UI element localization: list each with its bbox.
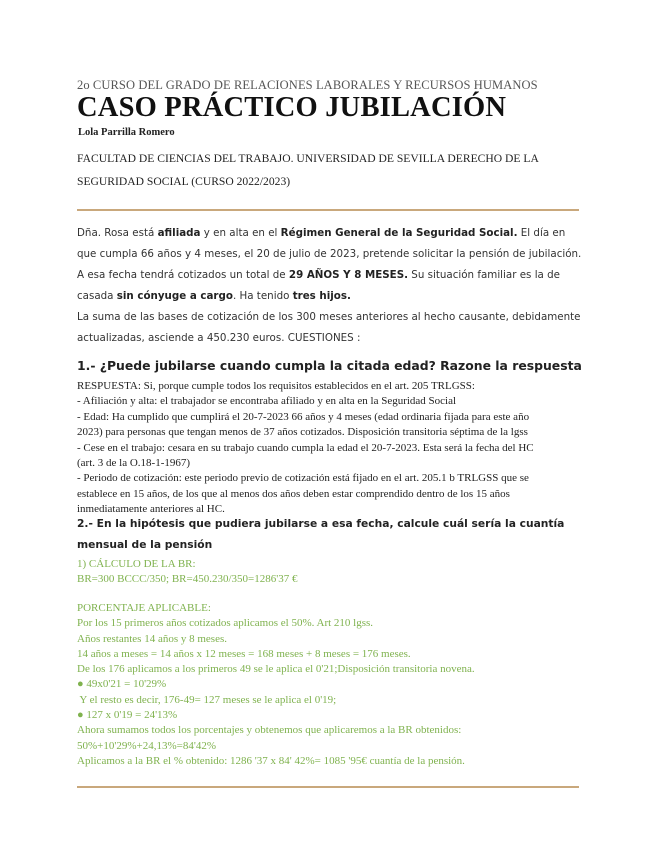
calc-line: 14 años a meses = 14 años x 12 meses = 168 meses + 8 meses = 176 meses. [77, 647, 411, 660]
answer-line: - Periodo de cotización: este periodo previo de cotización está fijado en el art. 205.1 b TRLGSS que se [77, 472, 529, 485]
author-name: Lola Parrilla Romero [78, 127, 175, 138]
question-1-heading: 1.- ¿Puede jubilarse cuando cumpla la citada edad? Razone la respuesta [77, 358, 582, 373]
course-subtitle: 2o CURSO DEL GRADO DE RELACIONES LABORALES Y RECURSOS HUMANOS [77, 78, 538, 92]
question-1-answer [77, 379, 587, 518]
answer-line: 2023) para personas que tengan menos de 37 años cotizados. Disposición transitoria séptima de la lgss [77, 426, 528, 439]
divider-bottom [77, 786, 579, 788]
calc-line: ● 127 x 0'19 = 24'13% [77, 709, 178, 722]
answer-line: - Cese en el trabajo: cesara en su trabajo cuando cumpla la edad el 20-7-2023. Esta será la fecha del HC [77, 441, 534, 454]
calc-line: Años restantes 14 años y 8 meses. [77, 632, 228, 645]
calc-line: PORCENTAJE APLICABLE: [77, 602, 211, 614]
faculty-line-2: SEGURIDAD SOCIAL (CURSO 2022/2023) [77, 175, 291, 188]
faculty-line-1: FACULTAD DE CIENCIAS DEL TRABAJO. UNIVERSIDAD DE SEVILLA DERECHO DE LA [77, 152, 539, 165]
calc-line: ● 49x0'21 = 10'29% [77, 678, 167, 691]
calc-line: Y el resto es decir, 176-49= 127 meses se le aplica el 0'19; [77, 693, 337, 706]
document-title: CASO PRÁCTICO JUBILACIÓN [77, 92, 507, 123]
answer-line: inmediatamente anteriores al HC. [77, 503, 225, 516]
calc-line: 1) CÁLCULO DE LA BR: [77, 558, 196, 570]
divider-top [77, 209, 579, 211]
calc-line: De los 176 aplicamos a los primeros 49 se le aplica el 0'21;Disposición transitoria novena. [77, 663, 475, 676]
br-calculation [77, 557, 297, 588]
answer-line: - Edad: Ha cumplido que cumplirá el 20-7-2023 66 años y 4 meses (edad ordinaria fijada para este año [77, 410, 530, 423]
calc-line: Por los 15 primeros años cotizados aplicamos el 50%. Art 210 lgss. [77, 617, 374, 630]
case-paragraph-2: La suma de las bases de cotización de los 300 meses anteriores al hecho causante, debidamente actualizadas, asciende a 450.230 euros. CUESTIONES : [77, 311, 581, 344]
percentage-calculation [77, 601, 475, 769]
calc-line: BR=300 BCCC/350; BR=450.230/350=1286'37 € [77, 573, 298, 586]
answer-line: establece en 15 años, de los que al menos dos años deben estar comprendido dentro de los 15 años [77, 487, 510, 500]
calc-line: 50%+10'29%+24,13%=84'42% [77, 739, 216, 752]
question-2-heading: 2.- En la hipótesis que pudiera jubilarse a esa fecha, calcule cuál sería la cuantía mensual de la pensión [77, 517, 565, 551]
answer-line: - Afiliación y alta: el trabajador se encontraba afiliado y en alta en la Seguridad Social [77, 395, 457, 408]
answer-line: (art. 3 de la O.18-1-1967) [77, 457, 191, 470]
calc-line: Ahora sumamos todos los porcentajes y obtenemos que aplicaremos a la BR obtenidos: [77, 724, 462, 737]
calc-line: Aplicamos a la BR el % obtenido: 1286 '37 x 84' 42%= 1085 '95€ cuantía de la pensión. [77, 754, 465, 767]
answer-line: RESPUESTA: Si, porque cumple todos los requisitos establecidos en el art. 205 TRLGSS: [77, 380, 475, 392]
case-paragraph-1: Dña. Rosa está afiliada y en alta en el Régimen General de la Seguridad Social. El día en que cumpla 66 años y 4 meses, el 20 de julio de 2023, pretende solicitar la pensión de jubilación. A esa fecha tendrá cotizados un total de 29 AÑOS Y 8 MESES. Su situación familiar es la de casada sin cónyuge a cargo. Ha tenido tres hijos. [77, 227, 582, 302]
